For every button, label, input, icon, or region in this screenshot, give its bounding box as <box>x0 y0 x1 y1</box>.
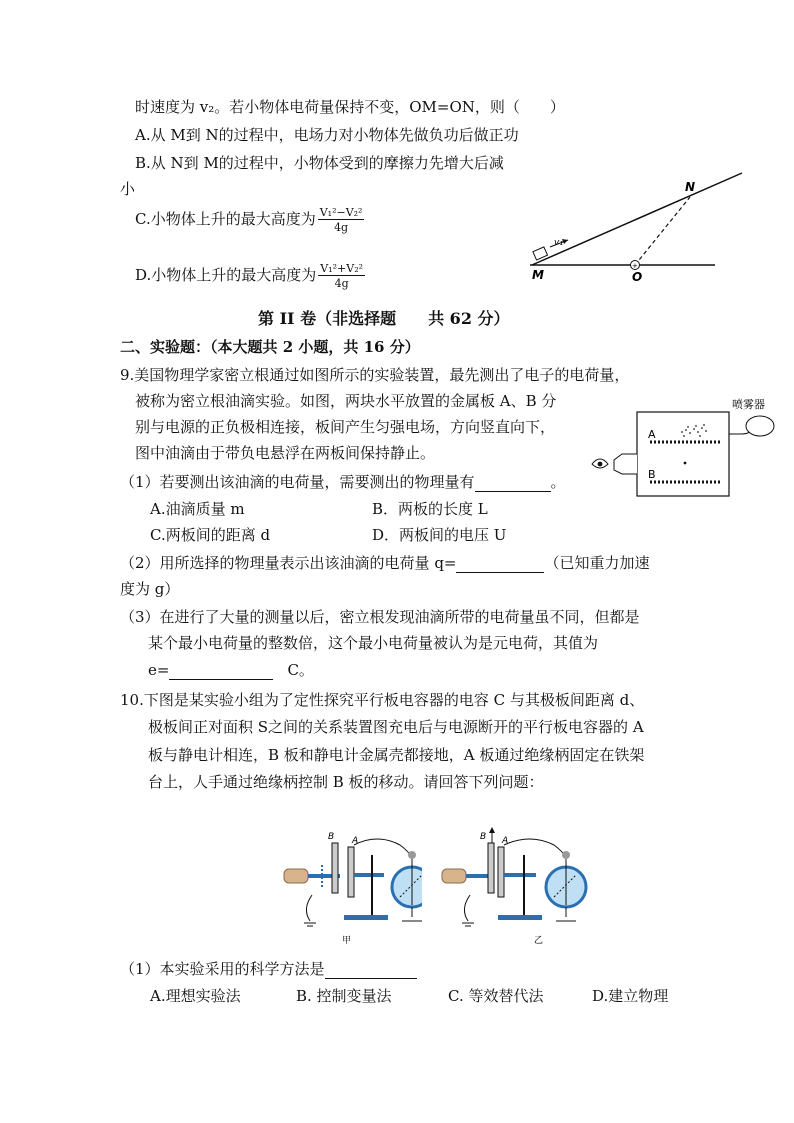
q9-sub3-line2: 某个最小电荷量的整数倍，这个最小电荷量被认为是元电荷，其值为 <box>148 634 599 652</box>
label-b-yi: B <box>480 832 487 842</box>
q8-option-c-denominator: 4g <box>334 221 349 235</box>
q8-option-c-fraction <box>318 206 365 234</box>
q10-line2: 极板间正对面积 S之间的关系装置图充电后与电源断开的平行板电容器的 A <box>148 718 644 736</box>
q10-line4: 台上，人手通过绝缘柄控制 B 板的移动。请回答下列问题： <box>148 773 544 791</box>
q9-line4: 图中油滴由于带负电悬浮在两板间保持静止。 <box>135 444 436 462</box>
q9-option-a: A.油滴质量 m <box>150 500 245 518</box>
electrometer-foot-yi <box>556 907 576 921</box>
plate-b-jia <box>332 843 338 893</box>
q8-option-d <box>135 262 365 290</box>
q10-line3: 板与静电计相连，B 板和静电计金属壳都接地，A 板通过绝缘柄固定在铁架 <box>148 746 645 764</box>
q9-sub3-line3 <box>148 659 314 680</box>
figure-label-yi: 乙 <box>534 936 544 946</box>
section2-title: 二、实验题：（本大题共 2 小题，共 16 分） <box>120 338 420 356</box>
oil-drop <box>684 462 687 465</box>
ground-icon-yi <box>462 923 474 926</box>
q10-sub1-text: （1）本实验采用的科学方法是 <box>120 960 325 978</box>
hand-jia <box>284 869 308 883</box>
small-object-box <box>533 247 548 260</box>
label-plate-a: A <box>648 428 656 441</box>
sprayer-bulb <box>746 416 774 436</box>
q9-sub1-answer-blank[interactable] <box>475 491 551 492</box>
label-v1: v₁ <box>554 238 563 248</box>
q9-sub2-end: （已知重力加速 <box>544 554 650 572</box>
q9-option-c: C.两板间的距离 d <box>150 526 271 544</box>
move-arrowhead-up-yi <box>489 827 495 833</box>
q10-sub1-answer-blank[interactable] <box>325 978 417 979</box>
eye-pupil <box>598 462 603 467</box>
q8-option-b-cont: 小 <box>120 180 136 198</box>
q9-sub3-unit: C。 <box>287 661 314 679</box>
q8-option-c-numerator: V₁²−V₂² <box>319 206 363 219</box>
q9-line2: 被称为密立根油滴实验。如图，两块水平放置的金属板 A、B 分 <box>135 392 557 410</box>
q9-sub1-end: 。 <box>550 473 566 491</box>
q10-option-d: D.建立物理 <box>592 987 669 1005</box>
q8-line1: 时速度为 v₂。若小物体电荷量保持不变，OM=ON，则（ ） <box>135 98 565 116</box>
electroscope-knob-jia <box>408 851 416 859</box>
q8-option-d-text: D.小物体上升的最大高度为 <box>135 266 317 285</box>
q8-option-c <box>135 206 364 234</box>
label-a-jia: A <box>352 836 359 846</box>
ground-wire-jia <box>306 895 312 921</box>
q8-option-a: A.从 M到 N的过程中，电场力对小物体先做负功后做正功 <box>135 126 519 144</box>
label-sprayer: 喷雾器 <box>732 398 765 411</box>
electrometer-jia <box>392 867 422 907</box>
q9-sub3-line1: （3）在进行了大量的测量以后，密立根发现油滴所带的电荷量虽不同，但都是 <box>120 608 640 626</box>
q10-sub1 <box>120 958 417 979</box>
hand-yi <box>442 869 466 883</box>
figure-label-jia: 甲 <box>342 936 352 946</box>
charge-plus-sign: + <box>632 262 638 270</box>
label-b-jia: B <box>328 832 335 842</box>
label-m: M <box>532 268 544 282</box>
stand-base-jia <box>344 915 388 920</box>
label-o: O <box>632 270 643 284</box>
label-n: N <box>685 180 696 194</box>
q9-sub1 <box>120 471 566 492</box>
q10-option-b: B. 控制变量法 <box>296 987 392 1005</box>
incline-line <box>532 173 742 265</box>
q8-option-d-fraction <box>318 262 365 290</box>
q9-sub1-text: （1）若要测出该油滴的电荷量，需要测出的物理量有 <box>120 473 475 491</box>
ground-wire-yi <box>464 895 470 921</box>
plate-a-yi <box>498 847 504 897</box>
plate-b-yi <box>488 843 494 893</box>
q10-option-a: A.理想实验法 <box>150 987 241 1005</box>
stand-base-yi <box>498 915 542 920</box>
ground-icon-jia <box>304 923 316 926</box>
q9-line3: 别与电源的正负极相连接，板间产生匀强电场，方向竖直向下， <box>135 418 556 436</box>
q9-option-d: D．两板间的电压 U <box>372 526 507 544</box>
label-plate-b: B <box>648 468 656 481</box>
millikan-figure <box>582 392 782 502</box>
electroscope-knob-yi <box>562 851 570 859</box>
microscope-tube <box>614 454 637 474</box>
q10-option-c: C. 等效替代法 <box>448 987 544 1005</box>
q9-sub2-text: （2）用所选择的物理量表示出该油滴的电荷量 q= <box>120 554 457 572</box>
q9-sub3-answer-blank[interactable] <box>169 679 273 680</box>
q8-option-b: B.从 N到 M的过程中，小物体受到的摩擦力先增大后减 <box>135 154 504 172</box>
capacitor-figure-jia <box>282 825 422 950</box>
q9-sub2-line2: 度为 g） <box>120 580 180 598</box>
q8-option-c-text: C.小物体上升的最大高度为 <box>135 210 316 229</box>
q8-option-d-numerator: V₁²+V₂² <box>320 262 364 275</box>
electrometer-foot-jia <box>402 907 422 921</box>
q10-line1: 10.下图是某实验小组为了定性探究平行板电容器的电容 C 与其极板间距离 d、 <box>120 691 645 709</box>
plate-a-jia <box>348 847 354 897</box>
wire-jia <box>354 839 412 857</box>
label-a-yi: A <box>502 836 509 846</box>
incline-figure <box>520 165 750 285</box>
capacitor-figure-yi <box>440 825 590 950</box>
q9-sub3-e-label: e= <box>148 661 170 679</box>
q9-option-b: B．两板的长度 L <box>372 500 488 518</box>
wire-yi <box>504 839 566 857</box>
q9-sub2 <box>120 552 650 573</box>
part2-title: 第 II 卷（非选择题 共 62 分） <box>258 309 510 328</box>
q9-sub2-answer-blank[interactable] <box>456 572 544 573</box>
q8-option-d-denominator: 4g <box>334 277 349 291</box>
q9-line1: 9.美国物理学家密立根通过如图所示的实验装置，最先测出了电子的电荷量， <box>120 366 630 384</box>
